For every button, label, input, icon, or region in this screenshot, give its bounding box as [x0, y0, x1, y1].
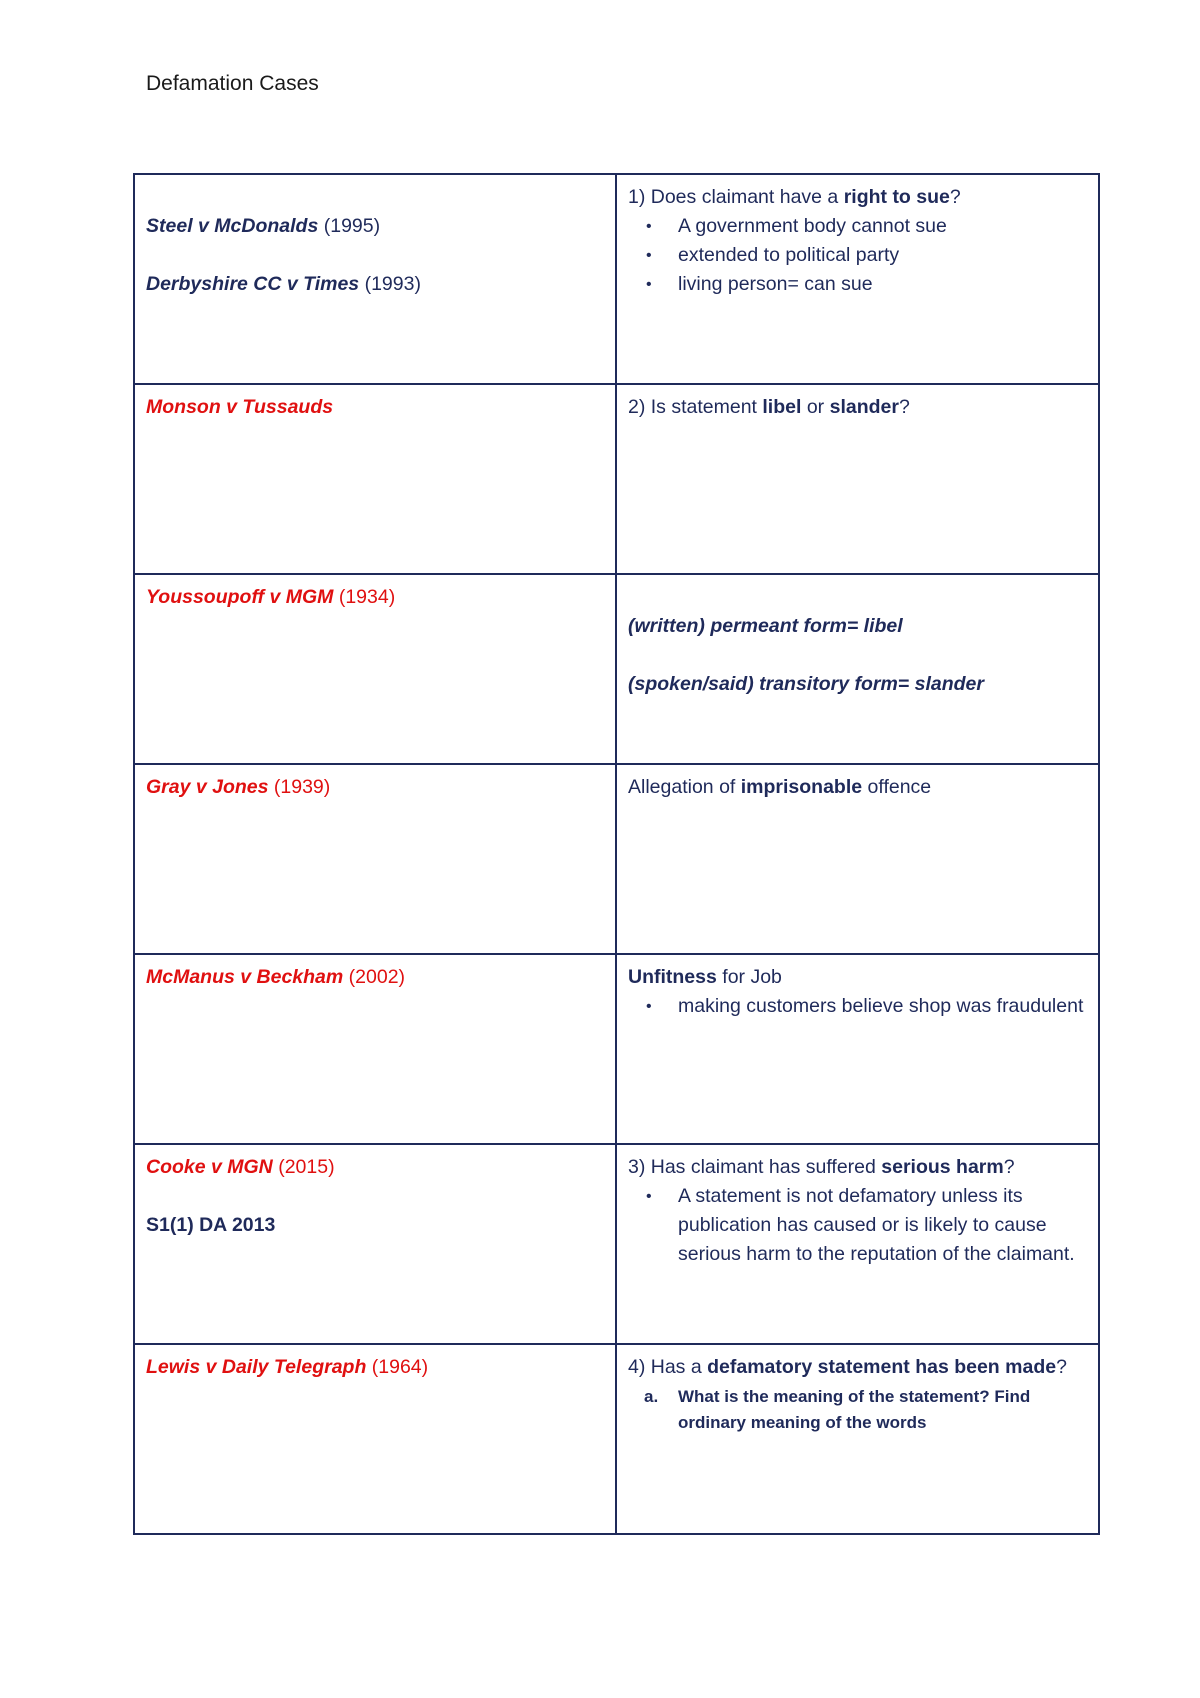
- case-cell: [134, 574, 616, 764]
- bullet-list: [628, 212, 1087, 299]
- list-item: • extended to political party: [628, 241, 1087, 270]
- principle-heading: 2) Is statement libel or slander?: [628, 396, 910, 418]
- principle-line: (written) permeant form= libel: [628, 615, 903, 637]
- principle-heading: Allegation of imprisonable offence: [628, 776, 932, 798]
- principle-cell: [616, 574, 1099, 764]
- case-citation: Monson v Tussauds: [146, 396, 334, 418]
- case-citation: Derbyshire CC v Times (1993): [146, 273, 421, 295]
- principle-heading: Unfitness for Job: [628, 966, 782, 988]
- case-citation: Steel v McDonalds (1995): [146, 215, 381, 237]
- principle-cell: [616, 764, 1099, 954]
- table-row: [134, 174, 1099, 384]
- table-row: [134, 574, 1099, 764]
- principle-cell: [616, 1144, 1099, 1344]
- list-item: a. What is the meaning of the statement? Find ordinary meaning of the words: [628, 1384, 1087, 1436]
- list-item: • A statement is not defamatory unless its publication has caused or is likely to cause serious harm to the reputation of the claimant.: [628, 1182, 1087, 1269]
- table-row: [134, 1144, 1099, 1344]
- principle-heading: 3) Has claimant has suffered serious harm?: [628, 1156, 1015, 1178]
- principle-cell: [616, 1344, 1099, 1534]
- case-cell: [134, 764, 616, 954]
- statute-reference: S1(1) DA 2013: [146, 1214, 276, 1236]
- case-citation: McManus v Beckham (2002): [146, 966, 406, 988]
- case-citation: Gray v Jones (1939): [146, 776, 331, 798]
- cases-table: [133, 173, 1100, 1535]
- case-citation: Cooke v MGN (2015): [146, 1156, 335, 1178]
- case-cell: [134, 1344, 616, 1534]
- list-item: • making customers believe shop was fraudulent: [628, 992, 1087, 1021]
- case-citation: Lewis v Daily Telegraph (1964): [146, 1356, 429, 1378]
- bullet-list: [628, 992, 1087, 1021]
- principle-cell: [616, 954, 1099, 1144]
- list-item: • A government body cannot sue: [628, 212, 1087, 241]
- case-citation: Youssoupoff v MGM (1934): [146, 586, 396, 608]
- sub-list: [628, 1384, 1087, 1436]
- principle-line: (spoken/said) transitory form= slander: [628, 673, 984, 695]
- principle-heading: 4) Has a defamatory statement has been made?: [628, 1356, 1067, 1378]
- table-row: [134, 764, 1099, 954]
- list-item: • living person= can sue: [628, 270, 1087, 299]
- principle-cell: [616, 174, 1099, 384]
- case-cell: [134, 1144, 616, 1344]
- table-row: [134, 1344, 1099, 1534]
- case-cell: [134, 174, 616, 384]
- principle-heading: 1) Does claimant have a right to sue?: [628, 186, 961, 208]
- page-title: Defamation Cases: [146, 72, 319, 95]
- table-row: [134, 384, 1099, 574]
- table-row: [134, 954, 1099, 1144]
- principle-cell: [616, 384, 1099, 574]
- case-cell: [134, 954, 616, 1144]
- case-cell: [134, 384, 616, 574]
- bullet-list: [628, 1182, 1087, 1269]
